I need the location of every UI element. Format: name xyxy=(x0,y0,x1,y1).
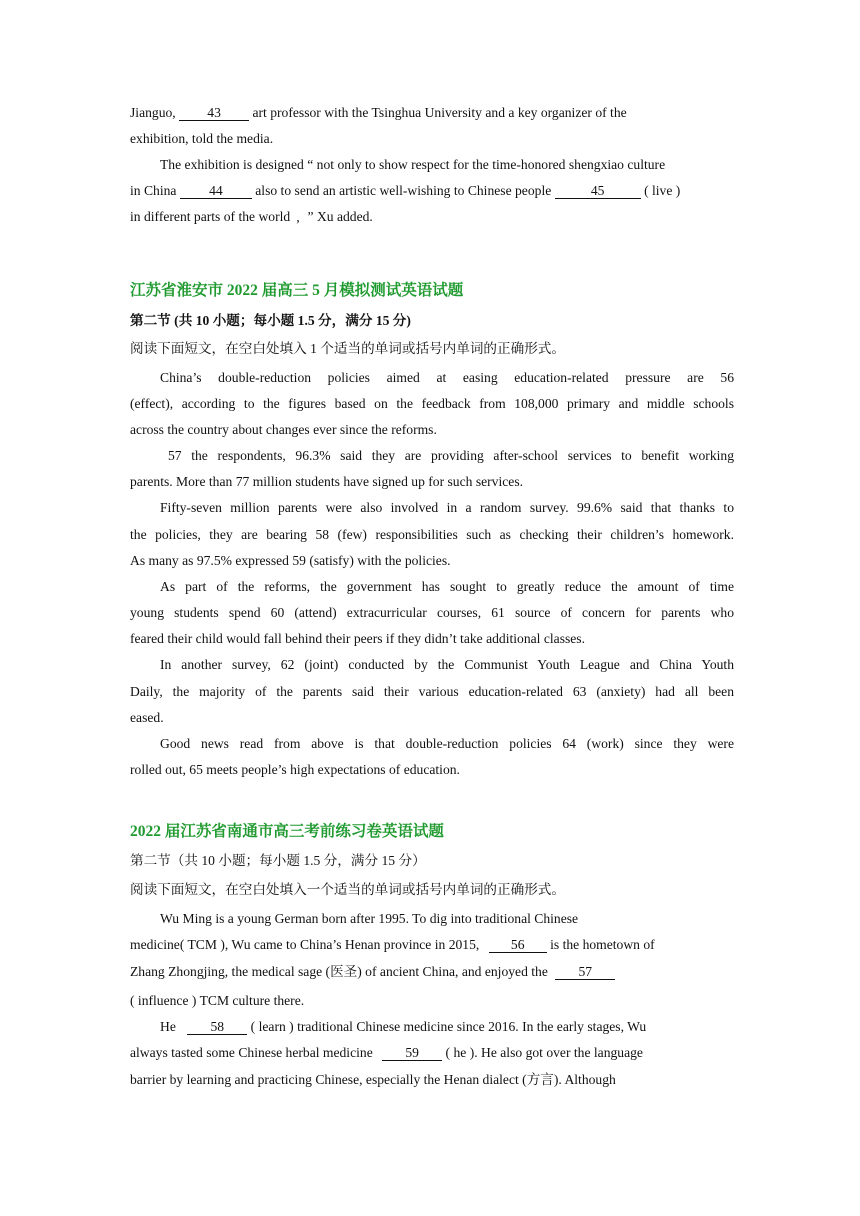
text-line: barrier by learning and practicing Chinese, especially the Henan dialect (方言). Although xyxy=(130,1072,616,1087)
section-subtitle: 第二节 (共 10 小题；每小题 1.5 分，满分 15 分) xyxy=(130,313,411,328)
text-line xyxy=(130,1044,643,1062)
answer-blank-43: 43 xyxy=(179,105,249,121)
text-line: eased. xyxy=(130,710,164,725)
section-title: 2022 届江苏省南通市高三考前练习卷英语试题 xyxy=(130,823,444,840)
text-line: rolled out, 65 meets people’s high expectations of education. xyxy=(130,762,460,777)
text-line: the policies, they are bearing 58 (few) responsibilities such as checking their children’s homework. xyxy=(130,527,734,542)
text-line: ( influence ) TCM culture there. xyxy=(130,993,305,1008)
text-run: in China xyxy=(130,183,177,198)
text-line: The exhibition is designed “ not only to show respect for the time-honored shengxiao culture xyxy=(160,157,666,172)
text-line: In another survey, 62 (joint) conducted by the Communist Youth League and China Youth xyxy=(160,657,734,672)
text-line: China’s double-reduction policies aimed at easing education-related pressure are 56 xyxy=(160,370,734,385)
text-line: parents. More than 77 million students have signed up for such services. xyxy=(130,474,524,489)
text-line: As many as 97.5% expressed 59 (satisfy) with the policies. xyxy=(130,553,451,568)
text-run: always tasted some Chinese herbal medicine xyxy=(130,1045,373,1060)
text-run: ( learn ) traditional Chinese medicine since 2016. In the early stages, Wu xyxy=(250,1019,647,1034)
text-line xyxy=(130,963,615,981)
text-line: across the country about changes ever since the reforms. xyxy=(130,422,437,437)
text-line xyxy=(130,104,627,122)
text-line: Wu Ming is a young German born after 1995. To dig into traditional Chinese xyxy=(160,911,579,926)
text-run: ( live ) xyxy=(644,183,681,198)
answer-blank-45: 45 xyxy=(555,183,641,199)
text-line xyxy=(130,182,680,200)
section-subtitle: 第二节（共 10 小题；每小题 1.5 分，满分 15 分） xyxy=(130,853,426,868)
text-line: exhibition, told the media. xyxy=(130,131,274,146)
text-line: feared their child would fall behind their peers if they didn’t take additional classes. xyxy=(130,631,585,646)
text-run: is the hometown of xyxy=(550,937,655,952)
text-line: Daily, the majority of the parents said their various education-related 63 (anxiety) had all been xyxy=(130,684,734,699)
answer-blank-44: 44 xyxy=(180,183,252,199)
text-run: Zhang Zhongjing, the medical sage (医圣) of ancient China, and enjoyed the xyxy=(130,964,548,979)
text-run: medicine( TCM ), Wu came to China’s Henan province in 2015, xyxy=(130,937,480,952)
text-run: ( he ). He also got over the language xyxy=(445,1045,643,1060)
instruction-text: 阅读下面短文，在空白处填入 1 个适当的单词或括号内单词的正确形式。 xyxy=(130,341,565,356)
text-line: young students spend 60 (attend) extracurricular courses, 61 source of concern for parents who xyxy=(130,605,734,620)
text-run: He xyxy=(160,1019,176,1034)
section-title: 江苏省淮安市 2022 届高三 5 月模拟测试英语试题 xyxy=(130,282,464,299)
text-run: Jianguo, xyxy=(130,105,176,120)
answer-blank-56: 56 xyxy=(489,937,547,953)
text-line xyxy=(130,936,655,954)
stray-mark: ’ xyxy=(295,217,301,232)
text-line: Fifty-seven million parents were also involved in a random survey. 99.6% said that thanks to xyxy=(160,500,734,515)
text-line xyxy=(160,1018,646,1036)
text-line: Good news read from above is that double-reduction policies 64 (work) since they were xyxy=(160,736,734,751)
text-run: also to send an artistic well-wishing to Chinese people xyxy=(255,183,552,198)
text-run: art professor with the Tsinghua University and a key organizer of the xyxy=(252,105,627,120)
text-line: (effect), according to the figures based on the feedback from 108,000 primary and middle schools xyxy=(130,396,734,411)
answer-blank-59: 59 xyxy=(382,1045,442,1061)
text-line xyxy=(130,208,373,232)
text-line: As part of the reforms, the government has sought to greatly reduce the amount of time xyxy=(160,579,734,594)
text-line: 57 the respondents, 96.3% said they are providing after-school services to benefit working xyxy=(168,448,734,463)
text-run: ” Xu added. xyxy=(307,209,373,224)
text-run: in different parts of the world xyxy=(130,209,291,224)
answer-blank-58: 58 xyxy=(187,1019,247,1035)
answer-blank-57: 57 xyxy=(555,964,615,980)
instruction-text: 阅读下面短文，在空白处填入一个适当的单词或括号内单词的正确形式。 xyxy=(130,882,565,897)
